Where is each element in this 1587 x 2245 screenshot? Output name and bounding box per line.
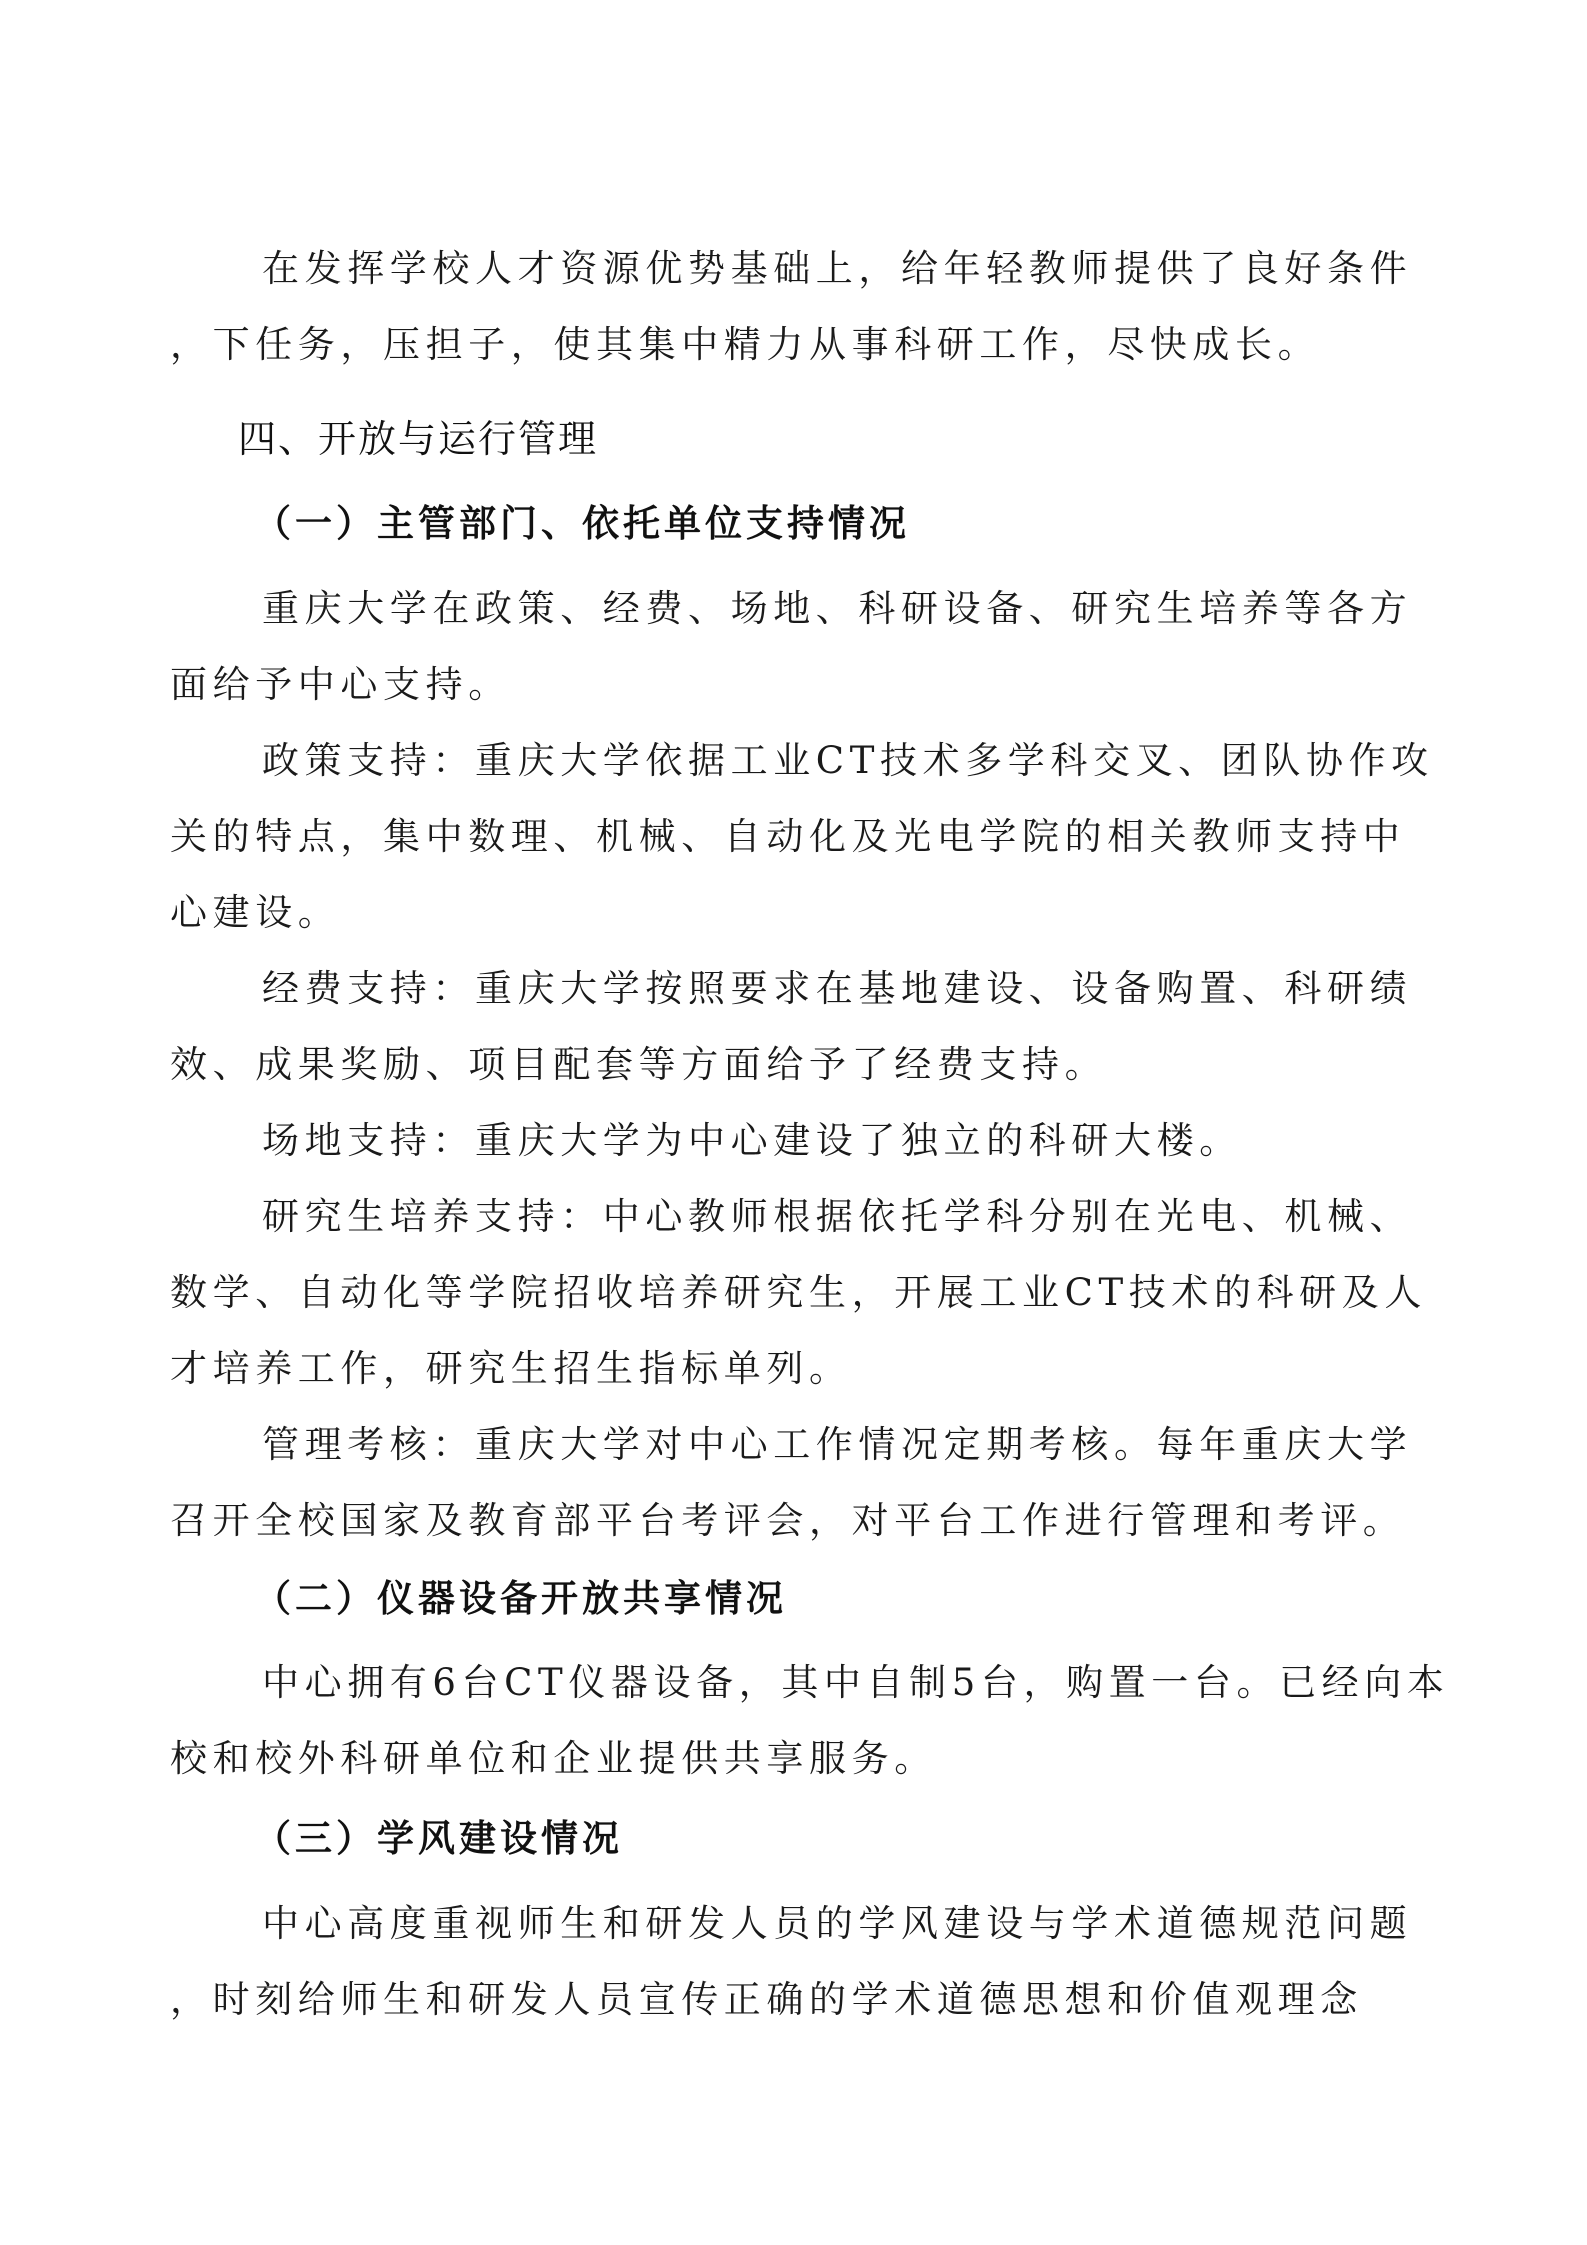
s1-p6-line-2: 召开全校国家及教育部平台考评会，对平台工作进行管理和考评。 [170, 1499, 1406, 1542]
subsection-2-heading: （二）仪器设备开放共享情况 [254, 1577, 787, 1620]
s1-p4-line-1: 场地支持：重庆大学为中心建设了独立的科研大楼。 [262, 1119, 1242, 1162]
s2-p1-line-2: 校和校外科研单位和企业提供共享服务。 [170, 1737, 937, 1780]
s1-p3-line-1: 经费支持：重庆大学按照要求在基地建设、设备购置、科研绩 [262, 967, 1413, 1010]
s1-p2-line-3: 心建设。 [170, 891, 341, 934]
s1-p5-line-1: 研究生培养支持：中心教师根据依托学科分别在光电、机械、 [262, 1195, 1413, 1238]
s2-p1-line-1: 中心拥有6台CT仪器设备，其中自制5台，购置一台。已经向本 [262, 1661, 1450, 1704]
s1-p2-line-1: 政策支持：重庆大学依据工业CT技术多学科交叉、团队协作攻 [262, 739, 1434, 782]
s1-p5-line-3: 才培养工作，研究生招生指标单列。 [170, 1347, 852, 1390]
s1-p2-line-2: 关的特点，集中数理、机械、自动化及光电学院的相关教师支持中 [170, 815, 1406, 858]
subsection-3-heading: （三）学风建设情况 [254, 1817, 623, 1860]
s1-p5-line-2: 数学、自动化等学院招收培养研究生，开展工业CT技术的科研及人 [170, 1271, 1427, 1314]
s1-p6-line-1: 管理考核：重庆大学对中心工作情况定期考核。每年重庆大学 [262, 1423, 1413, 1466]
section-4-heading: 四、开放与运行管理 [238, 417, 599, 461]
subsection-1-heading: （一）主管部门、依托单位支持情况 [254, 502, 910, 545]
s1-p3-line-2: 效、成果奖励、项目配套等方面给予了经费支持。 [170, 1043, 1108, 1086]
paragraph-intro-line-1: 在发挥学校人才资源优势基础上，给年轻教师提供了良好条件 [262, 247, 1413, 290]
s3-p1-line-2: ，时刻给师生和研发人员宣传正确的学术道德思想和价值观理念 [170, 1978, 1363, 2021]
paragraph-intro-line-2: ，下任务，压担子，使其集中精力从事科研工作，尽快成长。 [170, 323, 1321, 366]
s3-p1-line-1: 中心高度重视师生和研发人员的学风建设与学术道德规范问题 [262, 1902, 1413, 1945]
s1-p1-line-1: 重庆大学在政策、经费、场地、科研设备、研究生培养等各方 [262, 587, 1413, 630]
s1-p1-line-2: 面给予中心支持。 [170, 663, 511, 706]
